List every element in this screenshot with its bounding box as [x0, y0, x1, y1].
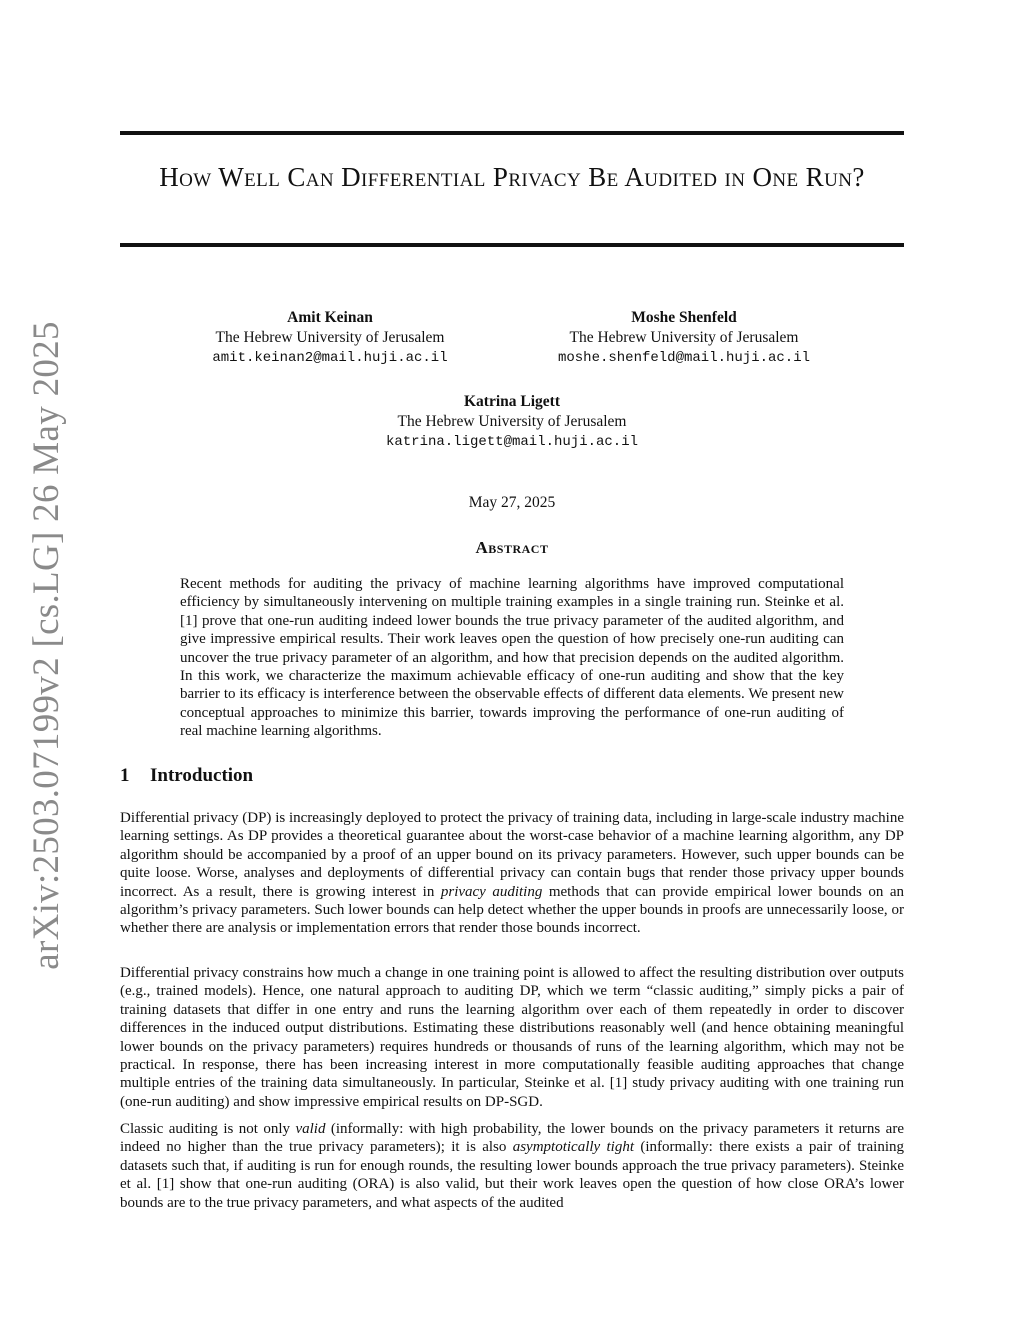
publication-date: May 27, 2025 — [468, 494, 556, 511]
body-paragraph: Differential privacy constrains how much a change in one training point is allowed to affect the resulting distribution over outputs (e.g., trained models). Hence, one natural approach to auditing DP, which we term “classic auditing,” simply picks a pair of training datasets that differ in one entry and runs the learning algorithm over each of them repeatedly in order to discover differences in the induced output distributions. Estimating these distributions reasonably well (and hence obtaining meaningful lower bounds on the privacy parameters) requires hundreds or thousands of runs of the learning algorithm, which may not be practical. In response, there has been increasing interest in more computationally feasible auditing approaches that change multiple entries of the training data simultaneously. In particular, Steinke et al. [1] study privacy auditing with one training run (one-run auditing) and show impressive empirical results on DP-SGD. — [120, 965, 904, 1110]
author-block — [362, 392, 662, 452]
author-name: Amit Keinan — [287, 309, 373, 326]
author-name: Moshe Shenfeld — [631, 309, 737, 326]
paragraph-text: Differential privacy (DP) is increasingly deployed to protect the privacy of training data, including in large-scale industry machine learning settings. As DP provides a theoretical guarantee about the worst-case behavior of a machine learning algorithm, any DP algorithm should be accompanied by a proof of an upper bound on its privacy parameters. However, such upper bounds can be quite loose. Worse, analyses and deployments of differential privacy can contain bugs that render those privacy upper bounds incorrect. As a result, there is growing interest in — [120, 810, 904, 900]
author-email[interactable]: katrina.ligett@mail.huji.ac.il — [385, 434, 639, 450]
abstract-text: Recent methods for auditing the privacy of machine learning algorithms have improved computational efficiency by simultaneously intervening on multiple training examples in a single training run. Steinke et al. [1] prove that one-run auditing indeed lower bounds the true privacy parameter of the audited algorithm, and give impressive empirical results. Their work leaves open the question of how precisely one-run auditing can uncover the true privacy parameter of an algorithm, and how that precision depends on the audited algorithm. In this work, we characterize the maximum achievable efficacy of one-run auditing and show that the key barrier to its efficacy is interference between the observable effects of different data elements. We present new conceptual approaches to minimize this barrier, towards improving the performance of one-run auditing of real machine learning algorithms. — [180, 576, 844, 740]
author-affiliation: The Hebrew University of Jerusalem — [397, 413, 627, 430]
section-heading — [120, 765, 253, 787]
author-name: Katrina Ligett — [464, 393, 560, 410]
author-affiliation: The Hebrew University of Jerusalem — [215, 329, 445, 346]
paragraph-text: methods that can provide empirical lower bounds on an algorithm’s privacy parameters. Such lower bounds can help detect whether the upper bounds in proofs are unnecessarily loose, or whether there are analysis or implementation errors that render those bounds incorrect. — [120, 883, 905, 937]
abstract-heading: Abstract — [475, 538, 549, 557]
body-paragraph — [120, 1120, 904, 1212]
paper-title: How Well Can Differential Privacy Be Audited in One Run? — [159, 162, 865, 192]
section-number: 1 — [120, 765, 130, 786]
arxiv-identifier-text: arXiv:2503.07199v2 [cs.LG] 26 May 2025 — [25, 320, 67, 970]
author-affiliation: The Hebrew University of Jerusalem — [569, 329, 799, 346]
arxiv-identifier-stamp[interactable] — [6, 320, 86, 970]
author-email[interactable]: moshe.shenfeld@mail.huji.ac.il — [557, 350, 811, 366]
title-bottom-rule — [120, 243, 904, 247]
title-top-rule — [120, 131, 904, 135]
emphasis-text: asymptotically tight — [512, 1139, 635, 1156]
emphasis-text: valid — [295, 1121, 326, 1137]
author-block — [180, 308, 480, 368]
section-title: Introduction — [150, 765, 254, 786]
paragraph-text: Classic auditing is not only — [120, 1121, 296, 1137]
author-block — [534, 308, 834, 368]
body-paragraph — [120, 809, 904, 938]
author-email[interactable]: amit.keinan2@mail.huji.ac.il — [212, 350, 448, 366]
paragraph-text: (informally: with high probability, the lower bounds on the privacy parameters it returns are indeed no higher than the true privacy parameters); it is also — [120, 1121, 904, 1156]
paragraph-text: (informally: there exists a pair of training datasets such that, if auditing is run for enough rounds, the resulting lower bounds approach the true privacy parameters). Steinke et al. [1] show that one-run auditing (ORA) is also valid, but their work leaves open the question of how close ORA’s lower bounds are to the true privacy parameters, and what aspects of the audited — [120, 1139, 904, 1211]
emphasis-text: privacy auditing — [440, 883, 543, 900]
